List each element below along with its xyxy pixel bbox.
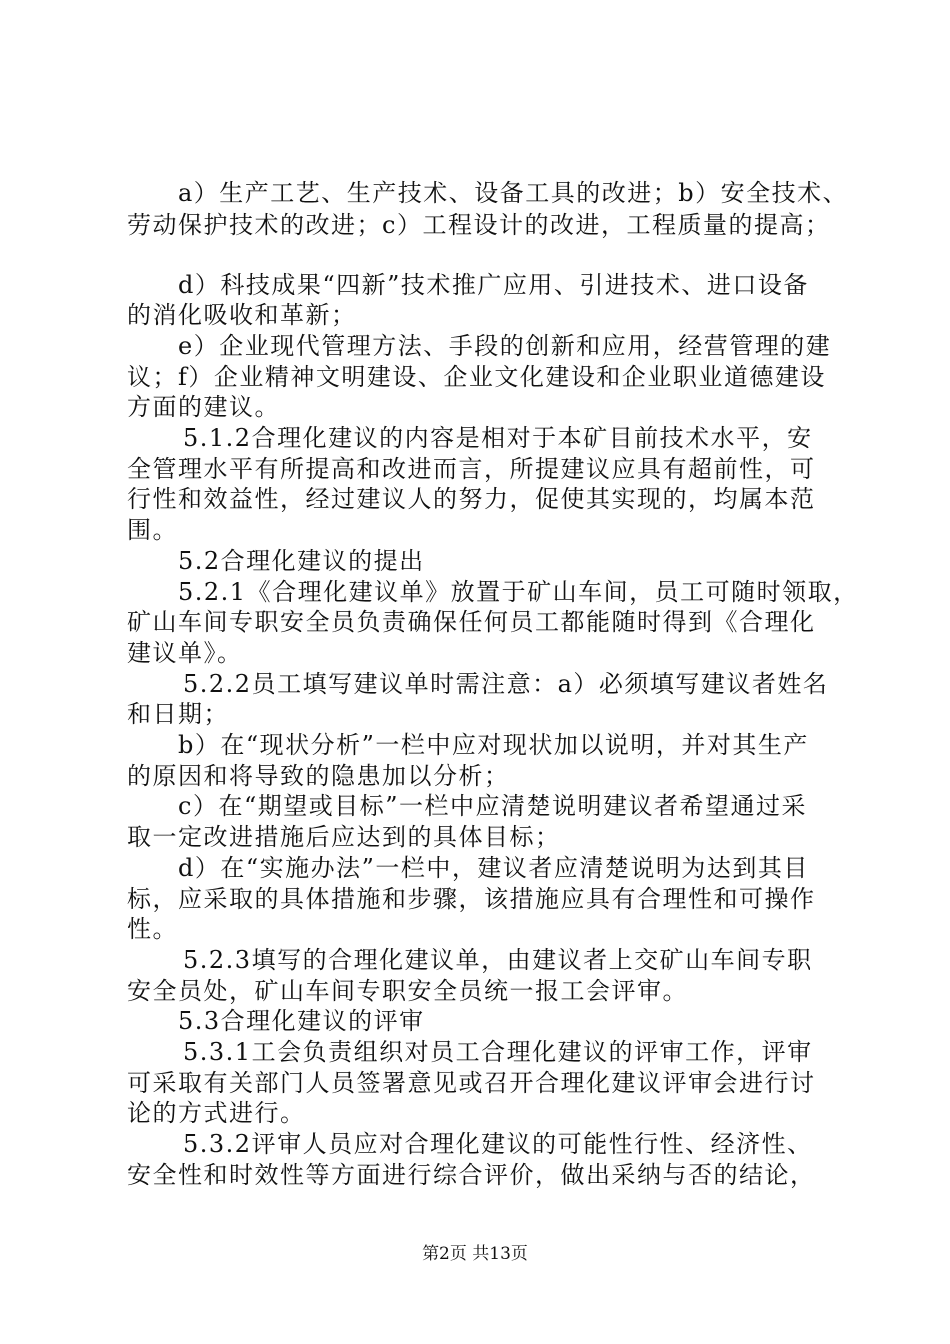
- text-line: 矿山车间专职安全员负责确保任何员工都能随时得到《合理化: [127, 608, 816, 636]
- text-line: 劳动保护技术的改进；c）工程设计的改进，工程质量的提高；: [127, 211, 831, 239]
- text-line: 5.2合理化建议的提出: [178, 547, 425, 575]
- text-line: 和日期；: [127, 700, 229, 728]
- text-line: 取一定改进措施后应达到的具体目标；: [127, 823, 561, 851]
- text-line: 的原因和将导致的隐患加以分析；: [127, 762, 510, 790]
- text-line: 可采取有关部门人员签署意见或召开合理化建议评审会进行讨: [127, 1069, 816, 1097]
- text-line: 议；f）企业精神文明建设、企业文化建设和企业职业道德建设: [127, 363, 826, 391]
- text-line: a）生产工艺、生产技术、设备工具的改进；b）安全技术、: [178, 179, 849, 207]
- text-line: 的消化吸收和革新；: [127, 301, 357, 329]
- text-line: 安全性和时效性等方面进行综合评价，做出采纳与否的结论，: [127, 1161, 816, 1189]
- text-line: 建议单》。: [127, 639, 243, 667]
- text-line: d）在“实施办法”一栏中，建议者应清楚说明为达到其目: [178, 854, 809, 882]
- text-line: 性。: [127, 915, 178, 943]
- text-line: 全管理水平有所提高和改进而言，所提建议应具有超前性，可: [127, 455, 816, 483]
- text-line: 5.2.1《合理化建议单》放置于矿山车间，员工可随时领取，: [178, 578, 859, 606]
- text-line: 行性和效益性，经过建议人的努力，促使其实现的，均属本范: [127, 485, 816, 513]
- text-line: 5.3合理化建议的评审: [178, 1007, 425, 1035]
- text-line: 论的方式进行。: [127, 1099, 306, 1127]
- text-line: d）科技成果“四新”技术推广应用、引进技术、进口设备: [178, 271, 809, 299]
- text-line: b）在“现状分析”一栏中应对现状加以说明，并对其生产: [178, 731, 809, 759]
- text-line: 5.2.3填写的合理化建议单，由建议者上交矿山车间专职: [183, 946, 813, 974]
- text-line: 5.2.2员工填写建议单时需注意：a）必须填写建议者姓名: [183, 670, 829, 698]
- text-line: 5.3.2评审人员应对合理化建议的可能性行性、经济性、: [183, 1130, 813, 1158]
- page-number-footer: 第2页 共13页: [422, 1244, 528, 1264]
- text-line: 围。: [127, 516, 178, 544]
- text-line: 5.1.2合理化建议的内容是相对于本矿目前技术水平，安: [183, 424, 813, 452]
- text-line: 5.3.1工会负责组织对员工合理化建议的评审工作，评审: [183, 1038, 813, 1066]
- text-line: 方面的建议。: [127, 393, 280, 421]
- text-line: 标，应采取的具体措施和步骤，该措施应具有合理性和可操作: [127, 885, 816, 913]
- text-line: e）企业现代管理方法、手段的创新和应用，经营管理的建: [178, 332, 832, 360]
- text-line: 安全员处，矿山车间专职安全员统一报工会评审。: [127, 977, 688, 1005]
- text-line: c）在“期望或目标”一栏中应清楚说明建议者希望通过采: [178, 792, 807, 820]
